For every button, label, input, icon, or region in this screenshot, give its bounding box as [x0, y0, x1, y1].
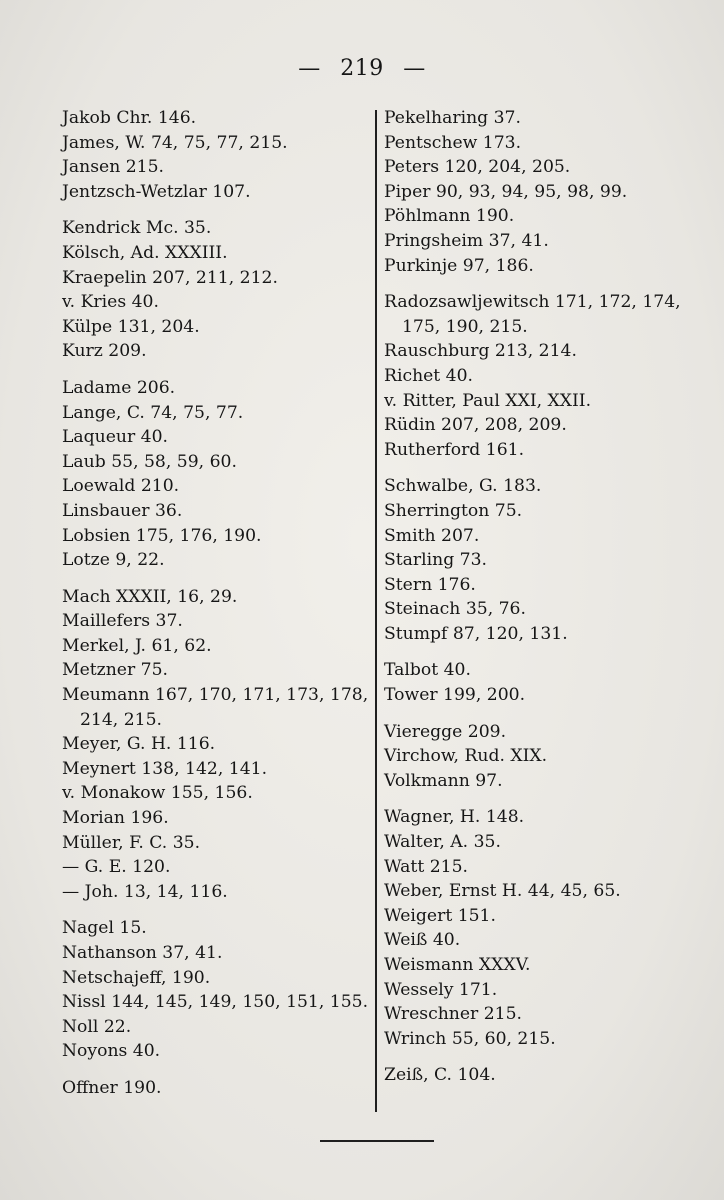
index-letter-group [62, 585, 374, 905]
index-entry: Pöhlmann 190. [384, 206, 515, 227]
index-entry: Noll 22. [62, 1016, 132, 1037]
index-entry: Weigert 151. [384, 905, 496, 926]
index-entry: 214, 215. [80, 709, 163, 730]
index-entry: Vieregge 209. [384, 721, 507, 742]
index-entry: Rüdin 207, 208, 209. [384, 415, 567, 436]
index-entry: Weber, Ernst H. 44, 45, 65. [384, 881, 621, 902]
index-entry: Loewald 210. [62, 476, 180, 497]
index-entry: Rutherford 161. [384, 439, 525, 460]
page-header [0, 56, 724, 81]
index-entry: James, W. 74, 75, 77, 215. [62, 132, 288, 153]
index-entry: Stumpf 87, 120, 131. [384, 623, 568, 644]
index-entry: Merkel, J. 61, 62. [62, 635, 212, 656]
index-letter-group [384, 290, 714, 462]
index-letter-group [62, 216, 374, 364]
index-entry: Zeiß, C. 104. [384, 1065, 496, 1086]
index-letter-group [384, 1063, 714, 1088]
index-entry: Metzner 75. [62, 660, 168, 681]
footer-rule [320, 1140, 434, 1142]
index-entry: Linsbauer 36. [62, 500, 183, 521]
page-number: 219 [340, 56, 384, 81]
index-letter-group [384, 106, 714, 278]
index-letter-group [384, 658, 714, 707]
index-entry: Nissl 144, 145, 149, 150, 151, 155. [62, 992, 369, 1013]
index-entry: Weismann XXXV. [384, 955, 531, 975]
index-entry: Purkinje 97, 186. [384, 255, 534, 276]
index-entry: Lange, C. 74, 75, 77. [62, 402, 244, 423]
index-entry: Jentzsch-Wetzlar 107. [62, 181, 251, 202]
index-entry: v. Monakow 155, 156. [62, 783, 253, 804]
index-entry: Radozsawljewitsch 171, 172, 174, [384, 292, 681, 313]
index-entry: Müller, F. C. 35. [62, 832, 201, 853]
index-entry: Wagner, H. 148. [384, 807, 525, 828]
index-letter-group [62, 916, 374, 1064]
index-entry: Kraepelin 207, 211, 212. [62, 267, 278, 288]
index-entry: Ladame 206. [62, 377, 176, 398]
index-entry: Kurz 209. [62, 341, 147, 362]
index-entry: Laqueur 40. [62, 427, 168, 448]
index-letter-group [62, 1076, 374, 1101]
index-entry: Offner 190. [62, 1077, 162, 1098]
index-entry: Külpe 131, 204. [62, 316, 200, 337]
index-entry: Virchow, Rud. XIX. [384, 746, 548, 767]
index-entry: Stern 176. [384, 574, 476, 595]
index-entry: Wrinch 55, 60, 215. [384, 1028, 556, 1049]
index-letter-group [62, 106, 374, 204]
index-entry: Laub 55, 58, 59, 60. [62, 451, 237, 472]
index-entry: Nathanson 37, 41. [62, 943, 223, 963]
index-entry: Piper 90, 93, 94, 95, 98, 99. [384, 181, 628, 202]
index-entry: Jansen 215. [62, 157, 165, 178]
index-entry: Meynert 138, 142, 141. [62, 758, 268, 779]
index-entry: Jakob Chr. 146. [62, 108, 197, 128]
index-entry: Kölsch, Ad. XXXIII. [62, 242, 228, 263]
header-dash-right: — [403, 56, 426, 81]
index-entry: Weiß 40. [384, 930, 461, 951]
index-entry: Smith 207. [384, 525, 480, 546]
index-entry: Netschajeff, 190. [62, 967, 211, 988]
index-column-right [384, 106, 714, 1100]
index-entry: v. Ritter, Paul XXI, XXII. [384, 390, 592, 411]
index-entry: Wreschner 215. [384, 1004, 522, 1025]
index-entry: v. Kries 40. [62, 292, 159, 313]
index-entry: Mach XXXII, 16, 29. [62, 586, 238, 607]
index-entry: Steinach 35, 76. [384, 599, 526, 620]
index-entry: Pekelharing 37. [384, 108, 521, 128]
index-entry: 175, 190, 215. [402, 316, 528, 337]
index-entry: Pentschew 173. [384, 132, 522, 153]
index-letter-group [384, 474, 714, 646]
index-entry: Maillefers 37. [62, 611, 183, 632]
index-entry: Meumann 167, 170, 171, 173, 178, [62, 685, 369, 706]
index-entry: — Joh. 13, 14, 116. [62, 881, 228, 902]
index-entry: Noyons 40. [62, 1041, 161, 1062]
index-entry: Walter, A. 35. [384, 832, 501, 853]
index-entry: Lotze 9, 22. [62, 550, 165, 571]
index-letter-group [384, 720, 714, 794]
index-entry: Morian 196. [62, 808, 169, 829]
index-entry: Schwalbe, G. 183. [384, 476, 542, 497]
column-divider [375, 110, 377, 1112]
index-entry: Sherrington 75. [384, 500, 523, 521]
index-entry: Nagel 15. [62, 918, 147, 939]
index-entry: Pringsheim 37, 41. [384, 230, 549, 251]
index-entry: Wessely 171. [384, 979, 498, 1000]
header-dash-left: — [298, 56, 321, 81]
index-column-left [62, 106, 374, 1113]
index-entry: Starling 73. [384, 550, 488, 571]
index-entry: Meyer, G. H. 116. [62, 734, 216, 755]
index-entry: Lobsien 175, 176, 190. [62, 525, 262, 546]
index-letter-group [62, 376, 374, 573]
index-entry: Watt 215. [384, 856, 468, 877]
index-entry: Kendrick Mc. 35. [62, 218, 212, 239]
index-entry: Talbot 40. [384, 660, 471, 681]
index-entry: Tower 199, 200. [384, 685, 526, 706]
index-letter-group [384, 805, 714, 1051]
index-entry: Richet 40. [384, 365, 474, 386]
index-entry: — G. E. 120. [62, 857, 171, 878]
index-entry: Volkmann 97. [384, 770, 503, 791]
index-entry: Rauschburg 213, 214. [384, 341, 577, 362]
index-entry: Peters 120, 204, 205. [384, 157, 571, 178]
